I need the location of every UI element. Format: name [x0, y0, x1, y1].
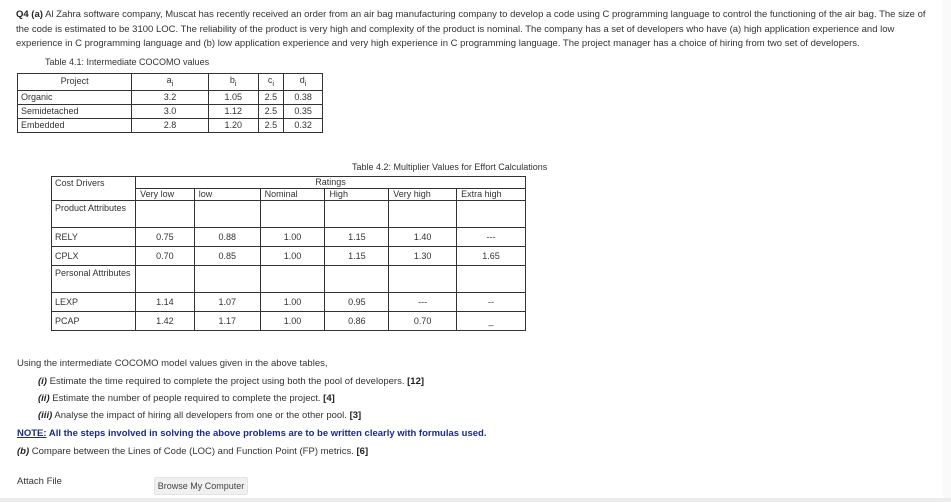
- table2-value-cell: 1.65: [457, 247, 526, 266]
- table1-header-d-text: d: [299, 75, 305, 85]
- table1-a-cell: 3.0: [132, 104, 209, 118]
- table1-c-cell: 2.5: [258, 118, 284, 132]
- table2-caption: Table 4.2: Multiplier Values for Effort Calculations: [352, 162, 548, 172]
- table2-value-cell: 0.85: [194, 247, 260, 266]
- table2-empty-cell: [194, 201, 260, 228]
- table2-empty-cell: [389, 266, 457, 293]
- table2-empty-cell: [325, 201, 389, 228]
- table2-value-cell: 0.70: [136, 247, 195, 266]
- table1-b-cell: 1.20: [208, 118, 258, 132]
- table2-value-cell: 1.15: [325, 247, 389, 266]
- table2-value-cell: 1.00: [260, 247, 325, 266]
- table1-header-b-sub: i: [234, 78, 237, 88]
- table2-driver-name: LEXP: [52, 293, 136, 312]
- table1-header-c-sub: i: [272, 78, 274, 88]
- table1-d-cell: 0.35: [284, 104, 323, 118]
- question-b: [17, 446, 368, 457]
- question-prefix: Q4 (a): [16, 9, 43, 20]
- table2-value-cell: _: [457, 312, 526, 331]
- table2-level-nominal: Nominal: [260, 189, 325, 201]
- table2-value-cell: 1.15: [325, 228, 389, 247]
- table1-d-cell: 0.32: [284, 118, 323, 132]
- sub-question-ii-label: (ii): [38, 393, 50, 404]
- table2-value-cell: ---: [389, 293, 457, 312]
- table2-level-very-high: Very high: [389, 189, 457, 201]
- table2-personal-attributes-label: Personal Attributes: [52, 266, 136, 293]
- table2-empty-cell: [325, 266, 389, 293]
- sub-question-ii: [38, 393, 335, 404]
- question-b-marks: [6]: [356, 446, 369, 457]
- table2-level-very-low: Very low: [136, 189, 195, 201]
- table2-value-cell: --: [457, 293, 526, 312]
- table2-value-cell: 1.30: [389, 247, 457, 266]
- table2-value-cell: 0.88: [194, 228, 260, 247]
- table1-b-cell: 1.05: [208, 90, 258, 104]
- table1-project-cell: Organic: [18, 90, 132, 104]
- sub-question-i-label: (i): [38, 376, 47, 387]
- table2-value-cell: 0.86: [325, 312, 389, 331]
- table2-value-cell: 1.17: [194, 312, 260, 331]
- effort-multipliers-table: [51, 176, 526, 331]
- table2-header-row: [52, 177, 526, 189]
- table1-b-cell: 1.12: [208, 104, 258, 118]
- table1-header-d: [284, 74, 323, 91]
- footer-divider: [0, 498, 951, 502]
- table2-level-high: High: [325, 189, 389, 201]
- table1-c-cell: 2.5: [258, 90, 284, 104]
- browse-my-computer-button[interactable]: Browse My Computer: [154, 477, 248, 495]
- sub-question-i-marks: [12]: [407, 376, 425, 387]
- sub-question-iii-label: (iii): [38, 410, 53, 421]
- table1-header-c-text: c: [267, 75, 273, 85]
- table2-value-cell: 0.95: [325, 293, 389, 312]
- table1-d-cell: 0.38: [284, 90, 323, 104]
- question-b-label: (b): [17, 446, 30, 457]
- table1-header-b: [208, 74, 258, 91]
- scrollbar[interactable]: [943, 0, 951, 502]
- table2-driver-name: PCAP: [52, 312, 136, 331]
- question-text: [16, 8, 941, 52]
- table2-ratings-header: Ratings: [136, 177, 526, 189]
- table1-c-cell: 2.5: [258, 104, 284, 118]
- table2-value-cell: 1.00: [260, 312, 325, 331]
- sub-question-iii-marks: [3]: [349, 410, 362, 421]
- table2-value-cell: 0.70: [389, 312, 457, 331]
- table2-product-attributes-row: [52, 201, 526, 228]
- table2-level-extra-high: Extra high: [457, 189, 526, 201]
- table-row: [52, 312, 526, 331]
- table2-driver-name: CPLX: [52, 247, 136, 266]
- table2-personal-attributes-row: [52, 266, 526, 293]
- note-text: All the steps involved in solving the above problems are to be written clearly with formulas used.: [48, 428, 487, 439]
- question-b-text: Compare between the Lines of Code (LOC) and Function Point (FP) metrics.: [31, 446, 354, 457]
- table2-value-cell: 0.75: [136, 228, 195, 247]
- table1-project-cell: Semidetached: [18, 104, 132, 118]
- sub-question-iii-text: Analyse the impact of hiring all developers from one or the other pool.: [54, 410, 347, 421]
- table1-project-cell: Embedded: [18, 118, 132, 132]
- sub-question-i: [38, 376, 424, 387]
- table-row: [18, 90, 323, 104]
- instructions-intro: Using the intermediate COCOMO model values given in the above tables,: [17, 358, 328, 369]
- table2-empty-cell: [457, 201, 526, 228]
- table1-header-a-text: a: [166, 75, 172, 85]
- table2-empty-cell: [457, 266, 526, 293]
- table-row: [18, 104, 323, 118]
- sub-question-iii: [38, 410, 361, 421]
- table1-header-c: [258, 74, 284, 91]
- table1-header-b-text: b: [229, 75, 235, 85]
- table2-cost-drivers-header: Cost Drivers: [52, 177, 136, 201]
- sub-question-ii-text: Estimate the number of people required to complete the project.: [52, 393, 321, 404]
- table1-header-project: Project: [18, 74, 132, 91]
- table2-empty-cell: [136, 266, 195, 293]
- table2-level-low: low: [194, 189, 260, 201]
- table2-empty-cell: [260, 201, 325, 228]
- table1-header-d-sub: i: [304, 78, 307, 88]
- table2-value-cell: 1.14: [136, 293, 195, 312]
- table-row: [18, 118, 323, 132]
- table2-empty-cell: [389, 201, 457, 228]
- table1-a-cell: 3.2: [132, 90, 209, 104]
- sub-question-ii-marks: [4]: [323, 393, 335, 404]
- table2-value-cell: 1.07: [194, 293, 260, 312]
- table1-header-a: [132, 74, 209, 91]
- table1-header-a-sub: i: [171, 78, 174, 88]
- table2-empty-cell: [194, 266, 260, 293]
- attach-file-label: Attach File: [17, 476, 62, 487]
- cocomo-values-table: [17, 73, 323, 133]
- table1-caption: Table 4.1: Intermediate COCOMO values: [45, 57, 210, 67]
- table1-header-row: [18, 74, 323, 91]
- table2-value-cell: ---: [457, 228, 526, 247]
- note-label: NOTE:: [17, 428, 47, 439]
- table-row: [52, 228, 526, 247]
- note: [17, 428, 487, 439]
- table2-empty-cell: [260, 266, 325, 293]
- table1-a-cell: 2.8: [132, 118, 209, 132]
- sub-question-i-text: Estimate the time required to complete the project using both the pool of developers.: [49, 376, 405, 387]
- table-row: [52, 293, 526, 312]
- table2-value-cell: 1.42: [136, 312, 195, 331]
- table2-value-cell: 1.00: [260, 293, 325, 312]
- table2-driver-name: RELY: [52, 228, 136, 247]
- table-row: [52, 247, 526, 266]
- table2-product-attributes-label: Product Attributes: [52, 201, 136, 228]
- table2-value-cell: 1.40: [389, 228, 457, 247]
- table2-value-cell: 1.00: [260, 228, 325, 247]
- table2-empty-cell: [136, 201, 195, 228]
- question-body: Al Zahra software company, Muscat has recently received an order from an air bag manufacturing company to develop a code using C programming language to control the functioning of the air bag. The size of the code is estimated to be 3100 LOC. The reliability of the product is very high and complexity of the product is nominal. The company has a set of developers who have (a) high application experience and low experience in C programming language and (b) low application experience and very high experience in C programming language. The project manager has a choice of hiring from two set of developers.: [16, 9, 926, 50]
